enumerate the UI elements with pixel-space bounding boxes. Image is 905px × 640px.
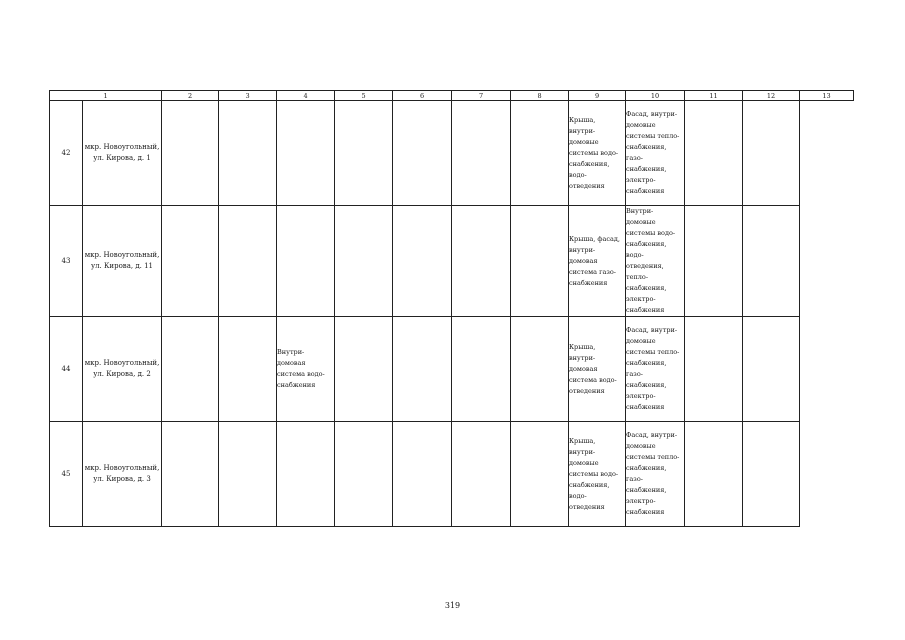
column-header: 8 [511, 91, 569, 101]
address-text: мкр. Новоугольный, ул. Кирова, д. 1 [84, 143, 160, 162]
empty-cell [452, 422, 511, 527]
empty-cell [162, 422, 219, 527]
column-header: 1 [50, 91, 162, 101]
work-cell-col4 [277, 101, 335, 206]
address-cell [83, 101, 162, 206]
address-text: мкр. Новоугольный, ул. Кирова, д. 2 [84, 359, 160, 378]
empty-cell [219, 422, 277, 527]
work-cell-col4 [277, 206, 335, 317]
column-header: 3 [219, 91, 277, 101]
address-cell [83, 317, 162, 422]
empty-cell [452, 101, 511, 206]
work-cell-col11: Внутри- домовые системы водо- снабжения, водо- отведения, тепло- снабжения, электро- снабжения [626, 206, 685, 317]
empty-cell [511, 317, 569, 422]
empty-cell [511, 206, 569, 317]
empty-cell [219, 101, 277, 206]
address-cell [83, 422, 162, 527]
work-cell-col11: Фасад, внутри- домовые системы тепло- снабжения, газо- снабжения, электро- снабжения [626, 317, 685, 422]
row-number: 42 [50, 101, 83, 206]
empty-cell [452, 317, 511, 422]
empty-cell [162, 101, 219, 206]
column-header: 6 [393, 91, 452, 101]
empty-cell [452, 206, 511, 317]
column-header: 9 [569, 91, 626, 101]
empty-cell [685, 101, 743, 206]
column-header: 7 [452, 91, 511, 101]
empty-cell [219, 206, 277, 317]
empty-cell [743, 101, 800, 206]
empty-cell [685, 317, 743, 422]
empty-cell [743, 422, 800, 527]
work-cell-col10: Крыша, внутри- домовые системы водо- снабжения, водо- отведения [569, 422, 626, 527]
empty-cell [743, 206, 800, 317]
empty-cell [162, 317, 219, 422]
table-row [50, 206, 854, 317]
page-number: 319 [444, 601, 461, 610]
row-number: 45 [50, 422, 83, 527]
work-cell-col4 [277, 422, 335, 527]
column-header: 2 [162, 91, 219, 101]
address-cell [83, 206, 162, 317]
empty-cell [335, 422, 393, 527]
empty-cell [335, 101, 393, 206]
empty-cell [685, 206, 743, 317]
work-cell-col10: Крыша, внутри- домовая система водо- отведения [569, 317, 626, 422]
empty-cell [335, 317, 393, 422]
empty-cell [335, 206, 393, 317]
empty-cell [393, 317, 452, 422]
empty-cell [511, 422, 569, 527]
column-header: 11 [685, 91, 743, 101]
empty-cell [743, 317, 800, 422]
work-cell-col10: Крыша, внутри- домовые системы водо- снабжения, водо- отведения [569, 101, 626, 206]
table-row [50, 317, 854, 422]
empty-cell [219, 317, 277, 422]
row-number: 44 [50, 317, 83, 422]
header-row [50, 91, 854, 101]
column-header: 5 [335, 91, 393, 101]
table-row [50, 101, 854, 206]
column-header: 4 [277, 91, 335, 101]
address-text: мкр. Новоугольный, ул. Кирова, д. 11 [84, 251, 160, 270]
empty-cell [393, 422, 452, 527]
empty-cell [393, 206, 452, 317]
table-row [50, 422, 854, 527]
repair-schedule-table [49, 90, 854, 527]
work-cell-col4: Внутри- домовая система водо- снабжения [277, 317, 335, 422]
work-cell-col11: Фасад, внутри- домовые системы тепло- снабжения, газо- снабжения, электро- снабжения [626, 422, 685, 527]
empty-cell [162, 206, 219, 317]
empty-cell [685, 422, 743, 527]
work-cell-col11: Фасад, внутри- домовые системы тепло- снабжения, газо- снабжения, электро- снабжения [626, 101, 685, 206]
row-number: 43 [50, 206, 83, 317]
column-header: 13 [800, 91, 854, 101]
column-header: 10 [626, 91, 685, 101]
address-text: мкр. Новоугольный, ул. Кирова, д. 3 [84, 464, 160, 483]
work-cell-col10: Крыша, фасад, внутри- домовая система газо- снабжения [569, 206, 626, 317]
empty-cell [393, 101, 452, 206]
column-header: 12 [743, 91, 800, 101]
empty-cell [511, 101, 569, 206]
